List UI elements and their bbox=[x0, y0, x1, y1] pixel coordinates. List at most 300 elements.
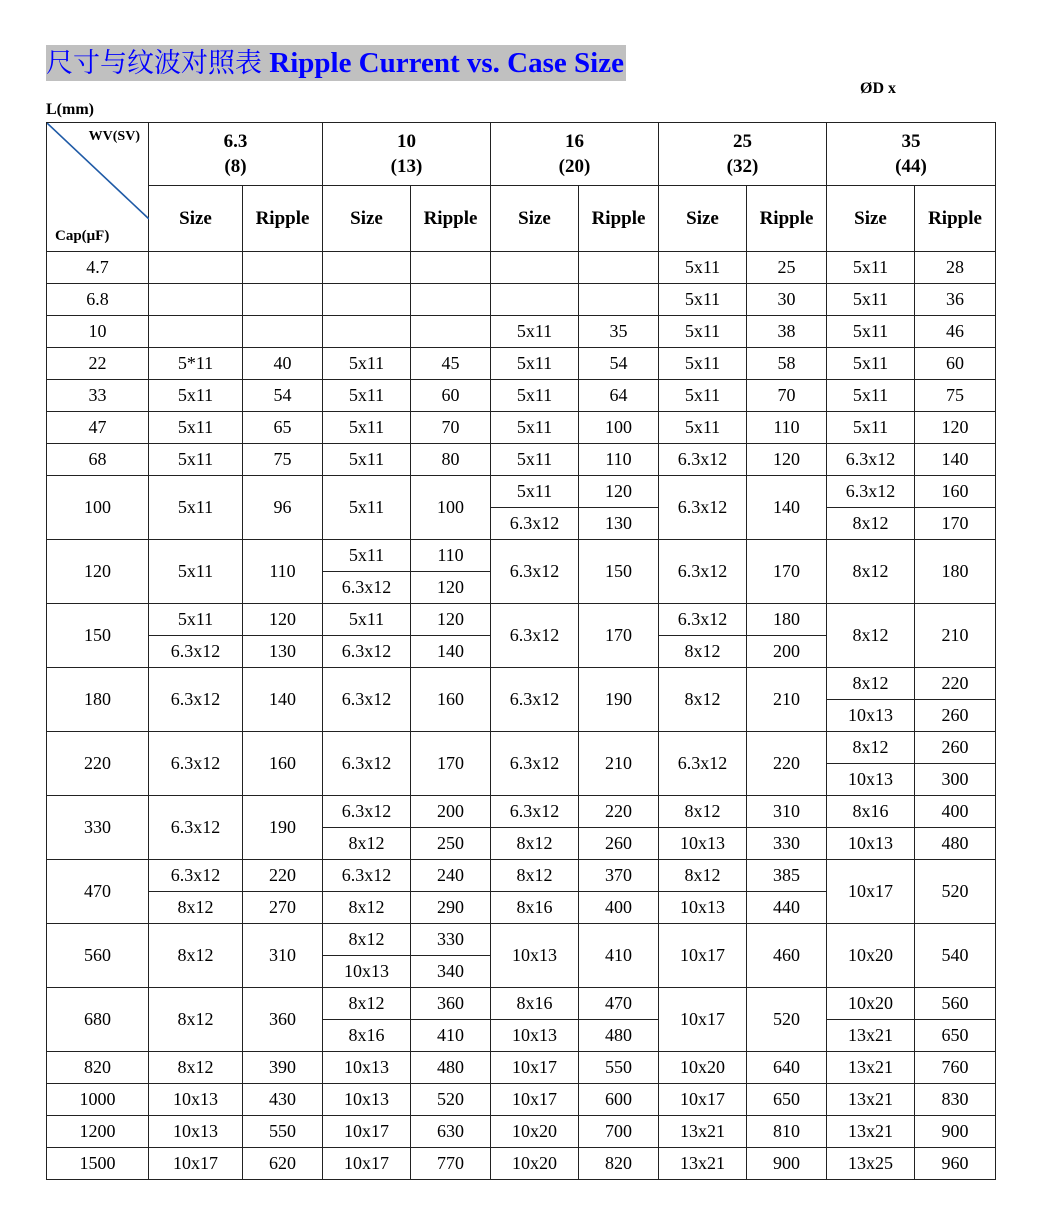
size-cell: 6.3x12 bbox=[491, 668, 579, 732]
ripple-cell: 65 bbox=[243, 412, 323, 444]
size-cell: 5x11 bbox=[491, 316, 579, 348]
size-cell: 10x13 bbox=[827, 700, 915, 732]
size-cell: 8x16 bbox=[323, 1020, 411, 1052]
size-cell: 8x12 bbox=[491, 860, 579, 892]
ripple-cell: 310 bbox=[747, 796, 827, 828]
ripple-cell: 810 bbox=[747, 1116, 827, 1148]
size-cell bbox=[149, 284, 243, 316]
ripple-cell: 160 bbox=[915, 476, 996, 508]
size-cell: 5x11 bbox=[491, 380, 579, 412]
ripple-cell: 400 bbox=[915, 796, 996, 828]
capacitance-cell: 4.7 bbox=[47, 252, 149, 284]
size-cell: 10x17 bbox=[491, 1084, 579, 1116]
voltage-header bbox=[659, 123, 827, 186]
size-cell: 5x11 bbox=[491, 476, 579, 508]
ripple-cell: 170 bbox=[747, 540, 827, 604]
voltage-header bbox=[149, 123, 323, 186]
ripple-cell: 260 bbox=[915, 732, 996, 764]
table-row bbox=[47, 1116, 996, 1148]
size-cell: 10x17 bbox=[323, 1148, 411, 1180]
size-cell: 5x11 bbox=[149, 412, 243, 444]
table-row bbox=[47, 444, 996, 476]
table-row bbox=[47, 284, 996, 316]
size-cell: 6.3x12 bbox=[659, 732, 747, 796]
ripple-cell: 630 bbox=[411, 1116, 491, 1148]
ripple-cell: 770 bbox=[411, 1148, 491, 1180]
ripple-cell bbox=[243, 252, 323, 284]
size-cell: 10x13 bbox=[149, 1116, 243, 1148]
ripple-cell: 96 bbox=[243, 476, 323, 540]
ripple-cell: 190 bbox=[243, 796, 323, 860]
ripple-cell: 330 bbox=[747, 828, 827, 860]
ripple-cell: 30 bbox=[747, 284, 827, 316]
size-cell: 10x20 bbox=[659, 1052, 747, 1084]
size-cell: 5x11 bbox=[659, 252, 747, 284]
size-cell: 5x11 bbox=[827, 284, 915, 316]
size-cell: 13x21 bbox=[827, 1052, 915, 1084]
ripple-cell: 140 bbox=[915, 444, 996, 476]
ripple-cell: 120 bbox=[915, 412, 996, 444]
size-cell: 6.3x12 bbox=[323, 860, 411, 892]
size-cell: 8x12 bbox=[323, 828, 411, 860]
header-corner bbox=[47, 123, 149, 252]
table-row bbox=[47, 860, 996, 892]
voltage-sv: (13) bbox=[390, 156, 423, 178]
ripple-cell bbox=[411, 316, 491, 348]
size-cell: 10x17 bbox=[491, 1052, 579, 1084]
size-cell: 5x11 bbox=[323, 476, 411, 540]
ripple-cell: 390 bbox=[243, 1052, 323, 1084]
size-cell: 8x12 bbox=[149, 988, 243, 1052]
ripple-cell: 35 bbox=[579, 316, 659, 348]
size-cell: 5x11 bbox=[149, 604, 243, 636]
size-cell: 6.3x12 bbox=[491, 604, 579, 668]
table-row bbox=[47, 252, 996, 284]
size-cell: 6.3x12 bbox=[149, 796, 243, 860]
size-cell: 10x13 bbox=[323, 1084, 411, 1116]
size-cell: 10x13 bbox=[659, 892, 747, 924]
ripple-cell: 960 bbox=[915, 1148, 996, 1180]
voltage-sv: (20) bbox=[558, 156, 591, 178]
size-cell: 6.3x12 bbox=[149, 636, 243, 668]
table-row bbox=[47, 604, 996, 636]
size-cell: 10x17 bbox=[659, 924, 747, 988]
table-row bbox=[47, 1052, 996, 1084]
ripple-cell: 650 bbox=[915, 1020, 996, 1052]
column-header-size: Size bbox=[827, 186, 915, 252]
unit-label-length: L(mm) bbox=[46, 101, 94, 118]
size-cell: 10x13 bbox=[149, 1084, 243, 1116]
size-cell bbox=[323, 284, 411, 316]
capacitance-cell: 47 bbox=[47, 412, 149, 444]
ripple-cell: 220 bbox=[579, 796, 659, 828]
size-cell: 5x11 bbox=[149, 476, 243, 540]
ripple-cell: 36 bbox=[915, 284, 996, 316]
title-english: Ripple Current vs. Case Size bbox=[269, 47, 624, 79]
ripple-cell: 700 bbox=[579, 1116, 659, 1148]
size-cell: 5x11 bbox=[323, 444, 411, 476]
size-cell: 5x11 bbox=[323, 380, 411, 412]
size-cell: 8x12 bbox=[659, 860, 747, 892]
capacitance-cell: 1500 bbox=[47, 1148, 149, 1180]
ripple-cell: 110 bbox=[579, 444, 659, 476]
size-cell: 13x21 bbox=[827, 1084, 915, 1116]
table-row bbox=[47, 1148, 996, 1180]
ripple-cell: 560 bbox=[915, 988, 996, 1020]
table-row bbox=[47, 476, 996, 508]
capacitance-cell: 6.8 bbox=[47, 284, 149, 316]
size-cell: 6.3x12 bbox=[827, 444, 915, 476]
ripple-cell: 170 bbox=[411, 732, 491, 796]
size-cell: 5x11 bbox=[827, 348, 915, 380]
ripple-cell: 210 bbox=[915, 604, 996, 668]
ripple-cell: 250 bbox=[411, 828, 491, 860]
size-cell: 6.3x12 bbox=[323, 668, 411, 732]
size-cell: 8x16 bbox=[491, 988, 579, 1020]
column-header-ripple: Ripple bbox=[411, 186, 491, 252]
capacitance-cell: 330 bbox=[47, 796, 149, 860]
voltage-header bbox=[827, 123, 996, 186]
ripple-cell: 430 bbox=[243, 1084, 323, 1116]
column-header-size: Size bbox=[491, 186, 579, 252]
ripple-cell: 130 bbox=[243, 636, 323, 668]
column-header-size: Size bbox=[149, 186, 243, 252]
ripple-cell: 180 bbox=[915, 540, 996, 604]
capacitance-cell: 150 bbox=[47, 604, 149, 668]
size-cell: 5x11 bbox=[323, 604, 411, 636]
ripple-cell: 25 bbox=[747, 252, 827, 284]
ripple-cell bbox=[243, 316, 323, 348]
ripple-cell: 120 bbox=[243, 604, 323, 636]
size-cell: 8x12 bbox=[323, 892, 411, 924]
ripple-cell: 820 bbox=[579, 1148, 659, 1180]
voltage-sv: (8) bbox=[224, 156, 247, 178]
size-cell: 5x11 bbox=[323, 412, 411, 444]
size-cell: 13x21 bbox=[827, 1116, 915, 1148]
size-cell: 10x17 bbox=[659, 1084, 747, 1116]
size-cell bbox=[149, 252, 243, 284]
ripple-cell: 150 bbox=[579, 540, 659, 604]
ripple-cell: 60 bbox=[915, 348, 996, 380]
column-header-size: Size bbox=[323, 186, 411, 252]
ripple-cell: 110 bbox=[747, 412, 827, 444]
ripple-cell: 54 bbox=[579, 348, 659, 380]
ripple-cell: 620 bbox=[243, 1148, 323, 1180]
size-cell: 8x12 bbox=[659, 796, 747, 828]
ripple-cell: 70 bbox=[411, 412, 491, 444]
size-cell: 10x13 bbox=[323, 1052, 411, 1084]
size-cell: 8x12 bbox=[827, 668, 915, 700]
ripple-cell: 120 bbox=[579, 476, 659, 508]
ripple-cell: 210 bbox=[579, 732, 659, 796]
size-cell: 8x12 bbox=[149, 1052, 243, 1084]
size-cell: 8x12 bbox=[827, 508, 915, 540]
ripple-cell: 100 bbox=[579, 412, 659, 444]
size-cell: 10x20 bbox=[827, 988, 915, 1020]
size-cell: 6.3x12 bbox=[491, 796, 579, 828]
ripple-cell: 260 bbox=[579, 828, 659, 860]
ripple-cell: 200 bbox=[747, 636, 827, 668]
ripple-cell: 170 bbox=[915, 508, 996, 540]
size-cell: 5x11 bbox=[149, 380, 243, 412]
size-cell: 6.3x12 bbox=[491, 732, 579, 796]
ripple-cell: 140 bbox=[747, 476, 827, 540]
size-cell bbox=[323, 316, 411, 348]
ripple-cell: 650 bbox=[747, 1084, 827, 1116]
ripple-cell: 900 bbox=[747, 1148, 827, 1180]
size-cell: 6.3x12 bbox=[659, 540, 747, 604]
ripple-cell: 440 bbox=[747, 892, 827, 924]
voltage-sv: (44) bbox=[895, 156, 927, 178]
ripple-cell: 120 bbox=[411, 572, 491, 604]
capacitance-cell: 220 bbox=[47, 732, 149, 796]
size-cell: 6.3x12 bbox=[659, 604, 747, 636]
size-cell: 8x12 bbox=[827, 732, 915, 764]
voltage-wv: 25 bbox=[733, 131, 752, 153]
ripple-cell: 300 bbox=[915, 764, 996, 796]
ripple-cell: 140 bbox=[243, 668, 323, 732]
ripple-cell: 480 bbox=[915, 828, 996, 860]
ripple-cell: 40 bbox=[243, 348, 323, 380]
ripple-cell: 110 bbox=[411, 540, 491, 572]
size-cell bbox=[491, 252, 579, 284]
ripple-cell bbox=[579, 252, 659, 284]
ripple-cell: 410 bbox=[579, 924, 659, 988]
size-cell: 5x11 bbox=[827, 380, 915, 412]
ripple-cell bbox=[243, 284, 323, 316]
ripple-cell: 28 bbox=[915, 252, 996, 284]
size-cell: 6.3x12 bbox=[149, 860, 243, 892]
column-header-size: Size bbox=[659, 186, 747, 252]
size-cell: 6.3x12 bbox=[827, 476, 915, 508]
capacitance-cell: 180 bbox=[47, 668, 149, 732]
ripple-cell: 240 bbox=[411, 860, 491, 892]
size-cell: 5x11 bbox=[827, 252, 915, 284]
ripple-cell: 130 bbox=[579, 508, 659, 540]
size-cell bbox=[491, 284, 579, 316]
size-cell: 6.3x12 bbox=[149, 732, 243, 796]
ripple-cell: 385 bbox=[747, 860, 827, 892]
size-cell: 5x11 bbox=[827, 412, 915, 444]
ripple-cell bbox=[411, 252, 491, 284]
ripple-cell: 900 bbox=[915, 1116, 996, 1148]
size-cell: 10x17 bbox=[827, 860, 915, 924]
size-cell: 8x16 bbox=[827, 796, 915, 828]
size-cell: 6.3x12 bbox=[491, 508, 579, 540]
ripple-cell: 540 bbox=[915, 924, 996, 988]
ripple-cell: 760 bbox=[915, 1052, 996, 1084]
ripple-cell: 480 bbox=[579, 1020, 659, 1052]
table-row bbox=[47, 348, 996, 380]
size-cell: 10x13 bbox=[491, 924, 579, 988]
size-cell: 6.3x12 bbox=[659, 444, 747, 476]
capacitance-cell: 1000 bbox=[47, 1084, 149, 1116]
size-cell: 10x13 bbox=[323, 956, 411, 988]
ripple-cell: 830 bbox=[915, 1084, 996, 1116]
table-row bbox=[47, 732, 996, 764]
size-cell: 5x11 bbox=[491, 412, 579, 444]
ripple-cell: 120 bbox=[747, 444, 827, 476]
size-cell: 5x11 bbox=[659, 412, 747, 444]
ripple-cell: 58 bbox=[747, 348, 827, 380]
size-cell: 10x13 bbox=[827, 764, 915, 796]
size-cell: 8x12 bbox=[323, 924, 411, 956]
voltage-wv: 10 bbox=[397, 131, 416, 153]
ripple-cell: 640 bbox=[747, 1052, 827, 1084]
size-cell: 5x11 bbox=[491, 348, 579, 380]
size-cell: 5x11 bbox=[323, 348, 411, 380]
size-cell: 5x11 bbox=[827, 316, 915, 348]
ripple-cell: 54 bbox=[243, 380, 323, 412]
size-cell: 5x11 bbox=[491, 444, 579, 476]
ripple-cell: 480 bbox=[411, 1052, 491, 1084]
size-cell: 8x12 bbox=[827, 540, 915, 604]
size-cell: 5x11 bbox=[659, 380, 747, 412]
ripple-cell: 400 bbox=[579, 892, 659, 924]
ripple-cell: 520 bbox=[915, 860, 996, 924]
size-cell: 10x20 bbox=[827, 924, 915, 988]
ripple-cell: 220 bbox=[915, 668, 996, 700]
size-cell: 5*11 bbox=[149, 348, 243, 380]
ripple-cell: 60 bbox=[411, 380, 491, 412]
size-cell: 5x11 bbox=[659, 348, 747, 380]
capacitance-cell: 120 bbox=[47, 540, 149, 604]
ripple-cell: 310 bbox=[243, 924, 323, 988]
capacitance-cell: 820 bbox=[47, 1052, 149, 1084]
ripple-cell: 220 bbox=[747, 732, 827, 796]
table-row bbox=[47, 1084, 996, 1116]
size-cell: 8x12 bbox=[149, 892, 243, 924]
ripple-cell: 460 bbox=[747, 924, 827, 988]
ripple-cell: 330 bbox=[411, 924, 491, 956]
size-cell: 13x21 bbox=[827, 1020, 915, 1052]
size-cell: 13x25 bbox=[827, 1148, 915, 1180]
header-wv-label: WV(SV) bbox=[88, 129, 140, 144]
size-cell: 10x17 bbox=[659, 988, 747, 1052]
voltage-header bbox=[491, 123, 659, 186]
ripple-cell bbox=[411, 284, 491, 316]
capacitance-cell: 33 bbox=[47, 380, 149, 412]
size-cell: 10x13 bbox=[491, 1020, 579, 1052]
table-row bbox=[47, 316, 996, 348]
size-cell: 8x12 bbox=[659, 636, 747, 668]
size-cell: 10x20 bbox=[491, 1148, 579, 1180]
table-row bbox=[47, 924, 996, 956]
capacitance-cell: 680 bbox=[47, 988, 149, 1052]
ripple-cell: 160 bbox=[243, 732, 323, 796]
table-row bbox=[47, 988, 996, 1020]
title-chinese: 尺寸与纹波对照表 bbox=[46, 48, 262, 79]
size-cell: 6.3x12 bbox=[149, 668, 243, 732]
ripple-cell: 270 bbox=[243, 892, 323, 924]
ripple-cell bbox=[579, 284, 659, 316]
size-cell bbox=[149, 316, 243, 348]
ripple-cell: 340 bbox=[411, 956, 491, 988]
ripple-cell: 520 bbox=[411, 1084, 491, 1116]
ripple-cell: 550 bbox=[579, 1052, 659, 1084]
ripple-cell: 100 bbox=[411, 476, 491, 540]
ripple-cell: 110 bbox=[243, 540, 323, 604]
size-cell: 6.3x12 bbox=[659, 476, 747, 540]
ripple-cell: 46 bbox=[915, 316, 996, 348]
ripple-table bbox=[46, 122, 996, 1180]
table-row bbox=[47, 540, 996, 572]
voltage-wv: 16 bbox=[565, 131, 584, 153]
size-cell: 5x11 bbox=[149, 540, 243, 604]
voltage-header bbox=[323, 123, 491, 186]
ripple-cell: 75 bbox=[243, 444, 323, 476]
column-header-ripple: Ripple bbox=[747, 186, 827, 252]
ripple-cell: 45 bbox=[411, 348, 491, 380]
ripple-cell: 140 bbox=[411, 636, 491, 668]
size-cell: 13x21 bbox=[659, 1116, 747, 1148]
ripple-cell: 80 bbox=[411, 444, 491, 476]
capacitance-cell: 100 bbox=[47, 476, 149, 540]
column-header-ripple: Ripple bbox=[579, 186, 659, 252]
size-cell: 8x16 bbox=[491, 892, 579, 924]
column-header-ripple: Ripple bbox=[243, 186, 323, 252]
size-cell: 8x12 bbox=[149, 924, 243, 988]
unit-label-diameter: ØD x bbox=[860, 80, 896, 97]
ripple-cell: 64 bbox=[579, 380, 659, 412]
ripple-cell: 220 bbox=[243, 860, 323, 892]
ripple-cell: 370 bbox=[579, 860, 659, 892]
ripple-cell: 180 bbox=[747, 604, 827, 636]
table-row bbox=[47, 380, 996, 412]
page-title bbox=[46, 45, 626, 81]
ripple-cell: 520 bbox=[747, 988, 827, 1052]
ripple-cell: 290 bbox=[411, 892, 491, 924]
size-cell: 6.3x12 bbox=[491, 540, 579, 604]
ripple-cell: 470 bbox=[579, 988, 659, 1020]
table-row bbox=[47, 668, 996, 700]
ripple-cell: 170 bbox=[579, 604, 659, 668]
capacitance-cell: 22 bbox=[47, 348, 149, 380]
ripple-cell: 75 bbox=[915, 380, 996, 412]
size-cell: 5x11 bbox=[149, 444, 243, 476]
size-cell: 10x20 bbox=[491, 1116, 579, 1148]
ripple-cell: 260 bbox=[915, 700, 996, 732]
capacitance-cell: 1200 bbox=[47, 1116, 149, 1148]
size-cell: 5x11 bbox=[323, 540, 411, 572]
capacitance-cell: 68 bbox=[47, 444, 149, 476]
size-cell: 10x13 bbox=[827, 828, 915, 860]
ripple-cell: 360 bbox=[411, 988, 491, 1020]
ripple-cell: 210 bbox=[747, 668, 827, 732]
capacitance-cell: 560 bbox=[47, 924, 149, 988]
column-header-ripple: Ripple bbox=[915, 186, 996, 252]
voltage-sv: (32) bbox=[726, 156, 759, 178]
size-cell: 13x21 bbox=[659, 1148, 747, 1180]
ripple-cell: 70 bbox=[747, 380, 827, 412]
size-cell: 6.3x12 bbox=[323, 732, 411, 796]
ripple-cell: 550 bbox=[243, 1116, 323, 1148]
ripple-cell: 200 bbox=[411, 796, 491, 828]
table-row bbox=[47, 796, 996, 828]
capacitance-cell: 470 bbox=[47, 860, 149, 924]
size-cell: 5x11 bbox=[659, 284, 747, 316]
size-cell: 8x12 bbox=[659, 668, 747, 732]
voltage-wv: 6.3 bbox=[223, 131, 248, 153]
size-cell: 8x12 bbox=[323, 988, 411, 1020]
voltage-wv: 35 bbox=[901, 131, 921, 153]
header-cap-label: Cap(μF) bbox=[55, 228, 110, 244]
ripple-cell: 38 bbox=[747, 316, 827, 348]
size-cell: 8x12 bbox=[827, 604, 915, 668]
size-cell: 8x12 bbox=[491, 828, 579, 860]
ripple-cell: 190 bbox=[579, 668, 659, 732]
ripple-cell: 360 bbox=[243, 988, 323, 1052]
